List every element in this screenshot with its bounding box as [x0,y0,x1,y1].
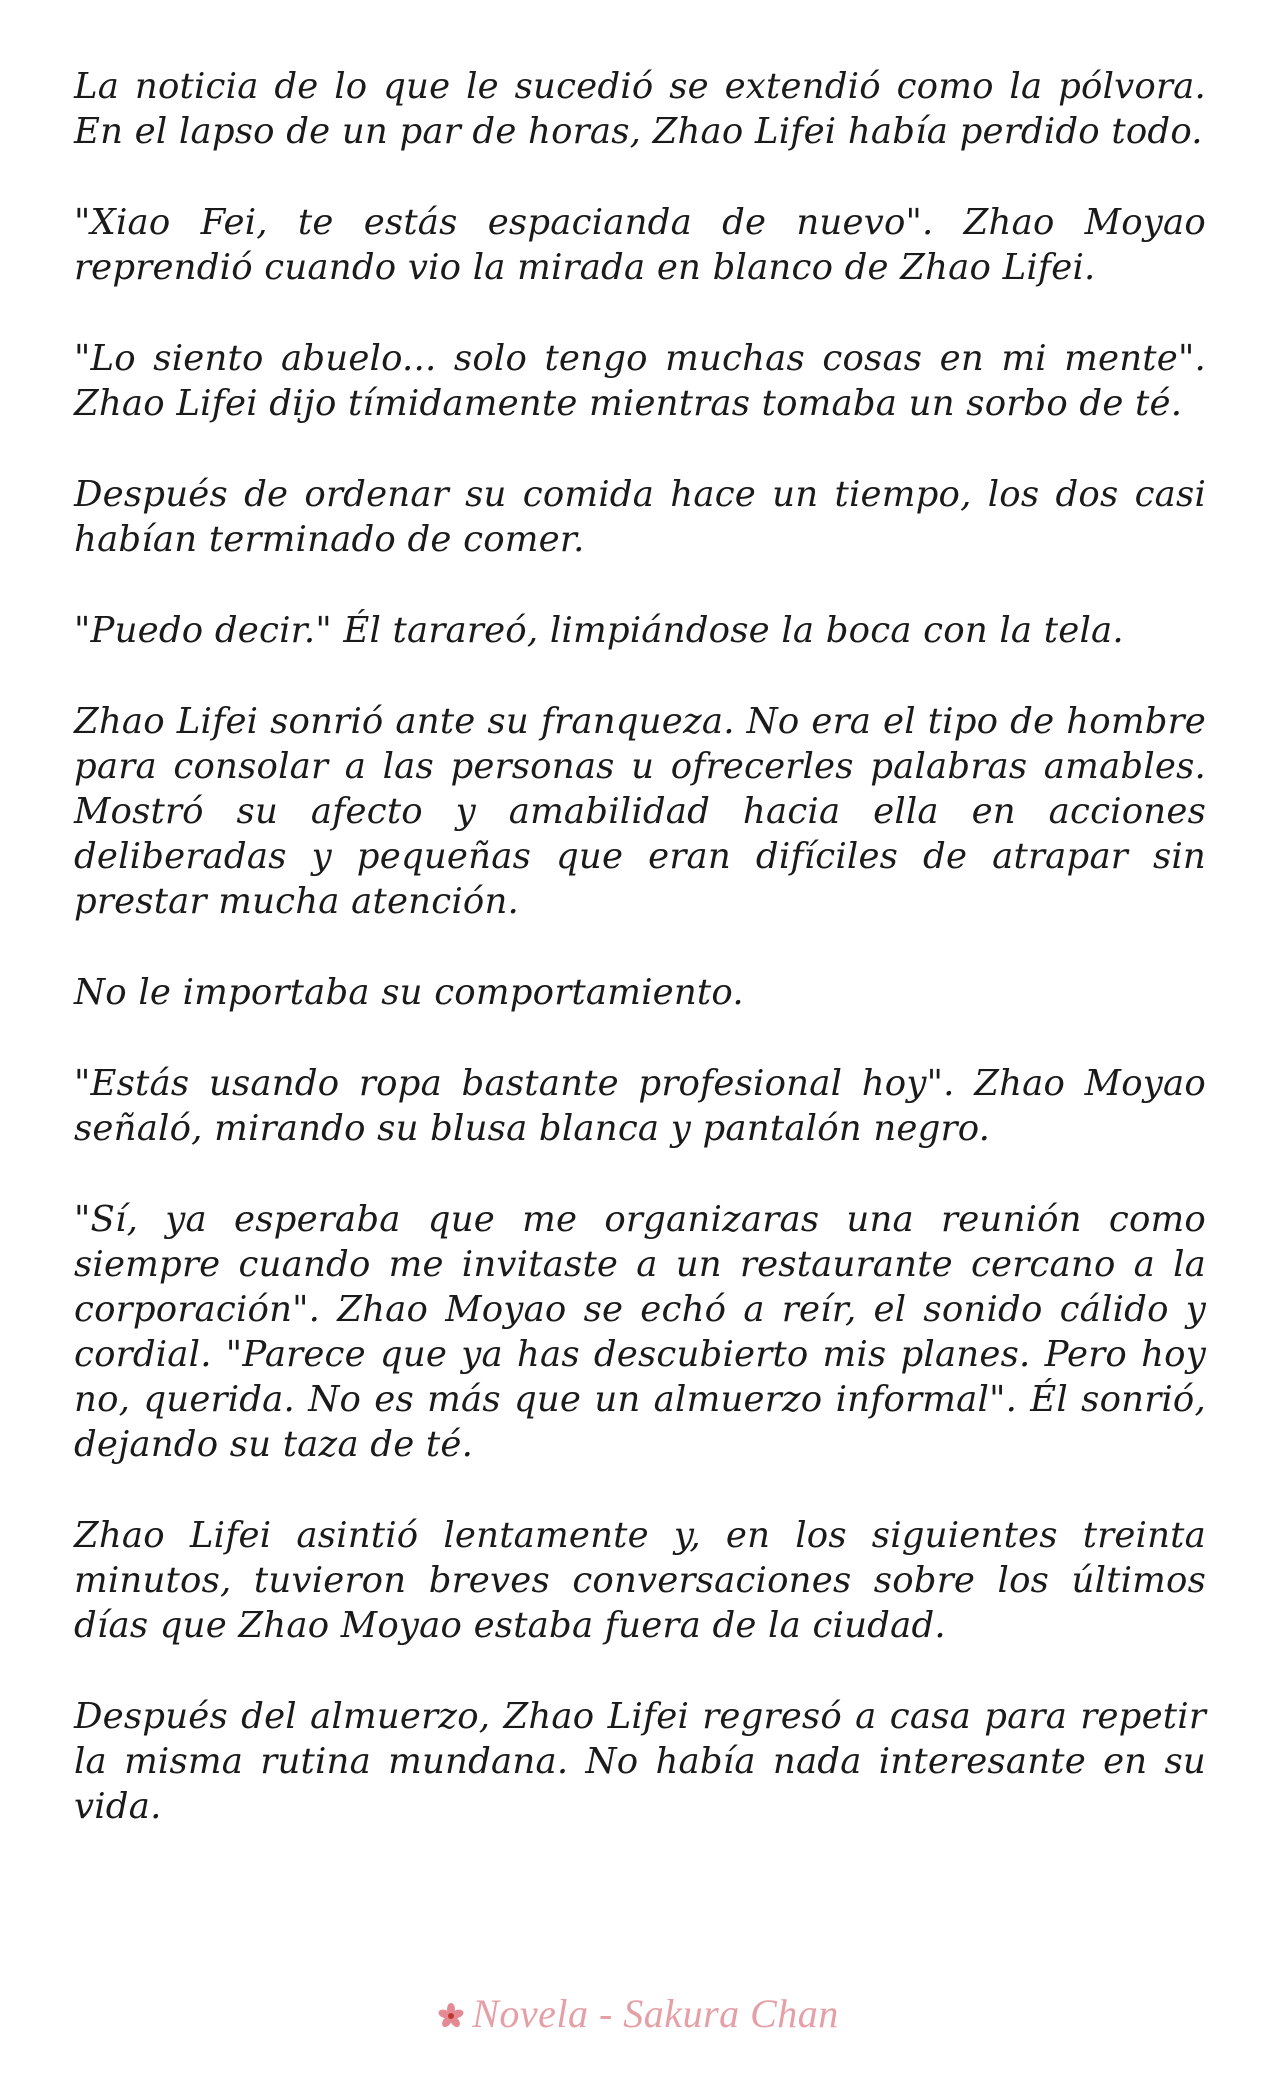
paragraph-1: La noticia de lo que le sucedió se extendió como la pólvora. En el lapso de un par de horas, Zhao Lifei había perdido todo. [74,66,1206,152]
paragraph-11: Después del almuerzo, Zhao Lifei regresó a casa para repetir la misma rutina mundana. No había nada interesante en su vida. [74,1696,1206,1827]
paragraph-8: "Estás usando ropa bastante profesional hoy". Zhao Moyao señaló, mirando su blusa blanca y pantalón negro. [74,1063,1206,1149]
paragraph-9: "Sí, ya esperaba que me organizaras una reunión como siempre cuando me invitaste a un restaurante cercano a la corporación". Zhao Moyao se echó a reír, el sonido cálido y cordial. "Parece que ya has descubierto mis planes. Pero hoy no, querida. No es más que un almuerzo informal". Él sonrió, dejando su taza de té. [74,1199,1206,1465]
paragraph-10: Zhao Lifei asintió lentamente y, en los siguientes treinta minutos, tuvieron breves conversaciones sobre los últimos días que Zhao Moyao estaba fuera de la ciudad. [74,1515,1206,1646]
watermark-text: Novela - Sakura Chan [472,1991,839,2036]
paragraph-5: "Puedo decir." Él tarareó, limpiándose la boca con la tela. [74,610,1124,651]
story-page [74,64,1206,1875]
paragraph-3: "Lo siento abuelo... solo tengo muchas cosas en mi mente". Zhao Lifei dijo tímidamente mientras tomaba un sorbo de té. [74,338,1206,424]
watermark [0,1990,1275,2041]
paragraph-7: No le importaba su comportamiento. [74,972,744,1013]
sakura-flower-icon [436,1994,466,2041]
paragraph-6: Zhao Lifei sonrió ante su franqueza. No era el tipo de hombre para consolar a las personas u ofrecerles palabras amables. Mostró su afecto y amabilidad hacia ella en acciones deliberadas y pequeñas que eran difíciles de atrapar sin prestar mucha atención. [74,701,1206,922]
paragraph-4: Después de ordenar su comida hace un tiempo, los dos casi habían terminado de comer. [74,474,1206,560]
paragraph-2: "Xiao Fei, te estás espacianda de nuevo". Zhao Moyao reprendió cuando vio la mirada en blanco de Zhao Lifei. [74,202,1206,288]
